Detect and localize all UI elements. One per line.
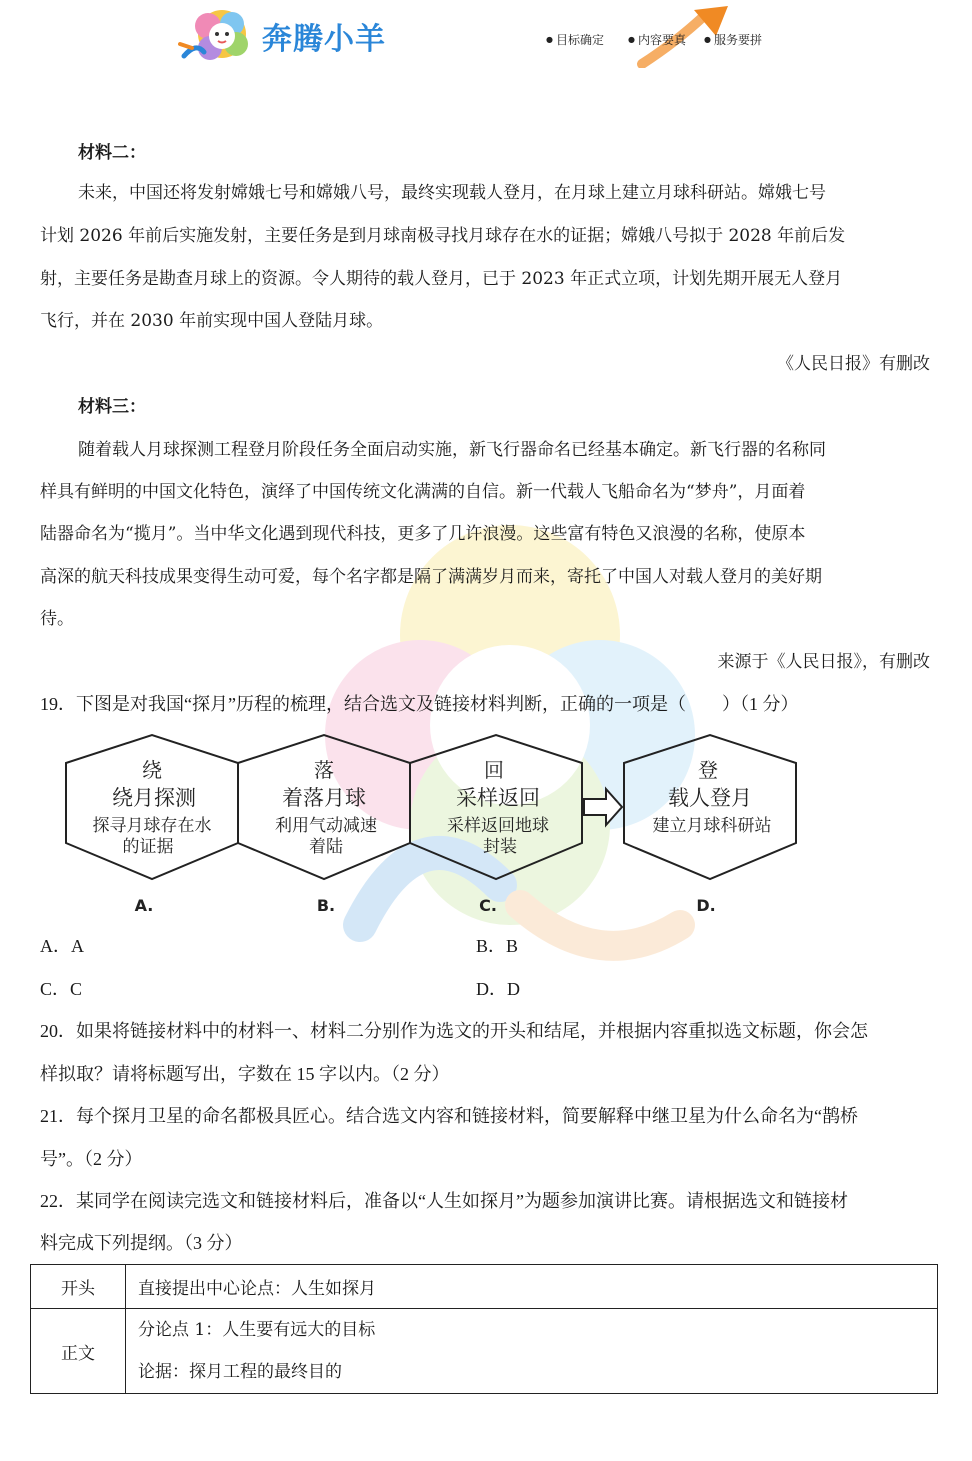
q22-line-2: 料完成下列提纲。（3 分） (40, 1233, 243, 1253)
hex-c-sub2: 封装 (483, 837, 517, 857)
moon-exploration-diagram (62, 733, 802, 918)
sub-argument-1: 分论点 1：人生要有远大的目标 (138, 1320, 376, 1340)
hex-a-sub1: 探寻月球存在水 (92, 816, 212, 836)
header (0, 0, 972, 90)
material2-line-2: 计划 2026 年前后实施发射，主要任务是到月球南极寻找月球存在水的证据；嫦娥八号拟于 2028 年前后发 (40, 226, 846, 246)
q19-option-d[interactable]: D．D (476, 979, 520, 999)
q19-text: 19．下图是对我国“探月”历程的梳理，结合选文及链接材料判断，正确的一项是（ ）（1 分） (40, 694, 799, 714)
q20-line-2: 样拟取？请将标题写出，字数在 15 字以内。（2 分） (40, 1064, 450, 1084)
q19-option-c[interactable]: C．C (40, 979, 83, 999)
q19-option-a[interactable]: A．A (40, 936, 84, 956)
q21-line-1: 21．每个探月卫星的命名都极具匠心。结合选文内容和链接材料，简要解释中继卫星为什么命名为“鹊桥 (40, 1106, 858, 1126)
brand-name: 奔腾小羊 (262, 22, 386, 57)
material3-line-4: 高深的航天科技成果变得生动可爱，每个名字都是隔了满满岁月而来，寄托了中国人对载人登月的美好期 (40, 567, 822, 587)
material3-label: 材料三： (78, 397, 146, 417)
hex-a-title: 绕月探测 (112, 786, 196, 810)
hex-b-title: 着落月球 (282, 786, 366, 810)
hex-c-top: 回 (484, 758, 504, 782)
hex-b-letter: B. (316, 896, 336, 915)
q20-line-1: 20．如果将链接材料中的材料一、材料二分别作为选文的开头和结尾，并根据内容重拟选文标题，你会怎 (40, 1021, 868, 1041)
hex-d-top: 登 (698, 758, 718, 782)
q19-option-b[interactable]: B．B (476, 936, 519, 956)
tag-service: ● 服务要拼 (704, 31, 762, 48)
tag-goal: ● 目标确定 (546, 31, 604, 48)
brand-logo-icon (178, 4, 258, 70)
material3-line-3: 陆器命名为“揽月”。当中华文化遇到现代科技，更多了几许浪漫。这些富有特色又浪漫的名称，使原本 (40, 524, 806, 544)
hex-c-letter: C. (479, 896, 497, 915)
hex-b-top: 落 (314, 758, 334, 782)
tag-content: ● 内容要真 (628, 31, 686, 48)
hex-c-title: 采样返回 (456, 786, 540, 810)
material3-line-1: 随着载人月球探测工程登月阶段任务全面启动实施，新飞行器命名已经基本确定。新飞行器的名称同 (78, 440, 826, 460)
hex-c-sub1: 采样返回地球 (447, 816, 549, 836)
material2-label: 材料二： (78, 143, 146, 163)
hex-d-title: 载人登月 (668, 786, 752, 810)
row-value-opening: 直接提出中心论点：人生如探月 (126, 1265, 938, 1309)
hex-b-sub1: 利用气动减速 (275, 816, 377, 836)
hex-b-sub2: 着陆 (309, 837, 343, 857)
arrow-right-icon (584, 789, 622, 825)
evidence-1: 论据：探月工程的最终目的 (138, 1362, 342, 1382)
table-row (31, 1265, 938, 1309)
material3-source: 来源于《人民日报》，有删改 (717, 652, 930, 672)
q21-line-2: 号”。（2 分） (40, 1149, 143, 1169)
row-key-opening: 开头 (31, 1265, 126, 1309)
row-value-body (126, 1309, 938, 1394)
material3-line-2: 样具有鲜明的中国文化特色，演绎了中国传统文化满满的自信。新一代载人飞船命名为“梦舟”，月面着 (40, 482, 806, 502)
hex-a-letter: A. (134, 896, 154, 915)
q22-line-1: 22．某同学在阅读完选文和链接材料后，准备以“人生如探月”为题参加演讲比赛。请根据选文和链接材 (40, 1191, 848, 1211)
hex-a-top: 绕 (142, 758, 162, 782)
material2-line-3: 射，主要任务是勘查月球上的资源。令人期待的载人登月，已于 2023 年正式立项，计划先期开展无人登月 (40, 269, 843, 289)
row-key-body: 正文 (31, 1309, 126, 1394)
material2-line-1: 未来，中国还将发射嫦娥七号和嫦娥八号，最终实现载人登月，在月球上建立月球科研站。嫦娥七号 (78, 183, 826, 203)
table-row (31, 1309, 938, 1394)
hex-a-sub2: 的证据 (122, 837, 174, 857)
material2-line-4: 飞行，并在 2030 年前实现中国人登陆月球。 (40, 311, 384, 331)
hex-d-sub1: 建立月球科研站 (652, 816, 772, 836)
material3-line-5: 待。 (40, 609, 74, 629)
hex-d-letter: D. (696, 896, 716, 915)
speech-outline-table (30, 1264, 938, 1394)
material2-source: 《人民日报》有删改 (777, 354, 930, 374)
